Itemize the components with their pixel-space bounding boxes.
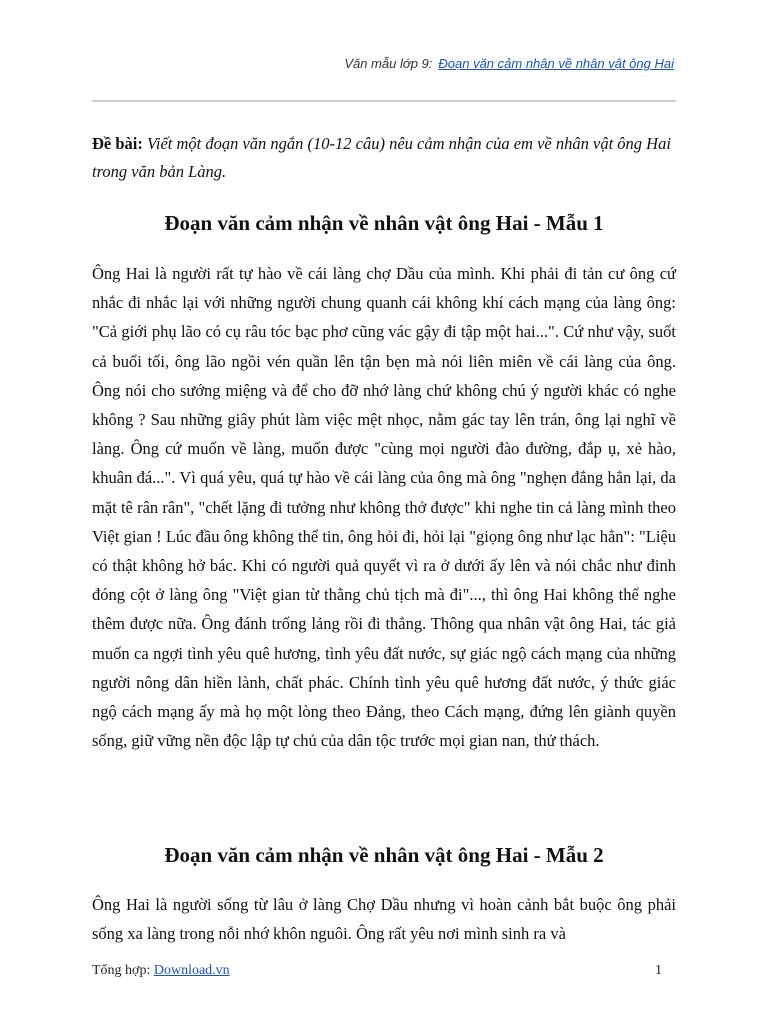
page-header — [344, 56, 674, 71]
footer-source-link[interactable]: Download.vn — [153, 963, 230, 978]
section-1-title: Đoạn văn cảm nhận về nhân vật ông Hai - Mẫu 1 — [164, 211, 604, 235]
section-1-body: Ông Hai là người rất tự hào về cái làng chợ Dầu của mình. Khi phải đi tản cư ông cứ nhắc đi nhắc lại với những người chung quanh cái không khí cách mạng của làng ông: "Cả giới phụ lão có cụ râu tóc bạc phơ cũng vác gậy đi tập một hai...". Cứ như vậy, suốt cả buổi tối, ông lão ngồi vén quần lên tận bẹn mà nói liên miên về cái làng của ông. Ông nói cho sướng miệng và để cho đỡ nhớ làng chứ không chú ý người khác có nghe không ? Sau những giây phút làm việc mệt nhọc, nằm gác tay lên trán, ông lại nghĩ về làng. Ông cứ muốn về làng, muốn được "cùng mọi người đào đường, đắp ụ, xẻ hào, khuân đá...". Vì quá yêu, quá tự hào về cái làng của ông mà ông "nghẹn đắng hẳn lại, da mặt tê rân rân", "chết lặng đi tưởng như không thở được" khi nghe tin cả làng mình theo Việt gian ! Lúc đầu ông không thể tin, ông hỏi đi, hỏi lại "giọng ông như lạc hẳn": "Liệu có thật không hở bác. Khi có người quả quyết vì ra ở dưới ấy lên và nói chắc như đinh đóng cột ở làng ông "Việt gian từ thằng chủ tịch mà đi"..., thì ông Hai không thể nghe thêm được nữa. Ông đánh trống lảng rồi đi thẳng. Thông qua nhân vật ông Hai, tác giả muốn ca ngợi tình yêu quê hương, tình yêu đất nước, sự giác ngộ cách mạng của những người nông dân hiền lành, chất phác. Chính tình yêu quê hương đất nước, ý thức giác ngộ cách mạng ấy mà họ một lòng theo Đảng, theo Cách mạng, đứng lên giành quyền sống, giữ vững nền độc lập tự chủ của dân tộc trước mọi gian nan, thử thách. — [92, 264, 676, 751]
section-2-title: Đoạn văn cảm nhận về nhân vật ông Hai - Mẫu 2 — [164, 843, 604, 867]
page-footer — [92, 963, 662, 979]
header-title-link[interactable]: Đoạn văn cảm nhận về nhân vật ông Hai — [438, 56, 674, 71]
assignment-prompt — [92, 130, 682, 186]
page-number: 1 — [655, 963, 662, 978]
section-2-body: Ông Hai là người sống từ lâu ở làng Chợ Dầu nhưng vì hoàn cảnh bắt buộc ông phải sống xa làng trong nỗi nhớ khôn nguôi. Ông rất yêu nơi mình sinh ra và — [92, 895, 676, 944]
prompt-label: Đề bài: — [92, 134, 143, 153]
prompt-text: Viết một đoạn văn ngắn (10-12 câu) nêu cảm nhận của em về nhân vật ông Hai trong văn bản Làng. — [92, 134, 671, 181]
footer-label: Tổng hợp: — [92, 963, 151, 978]
header-label: Văn mẫu lớp 9: — [344, 56, 433, 71]
header-divider — [92, 100, 676, 102]
